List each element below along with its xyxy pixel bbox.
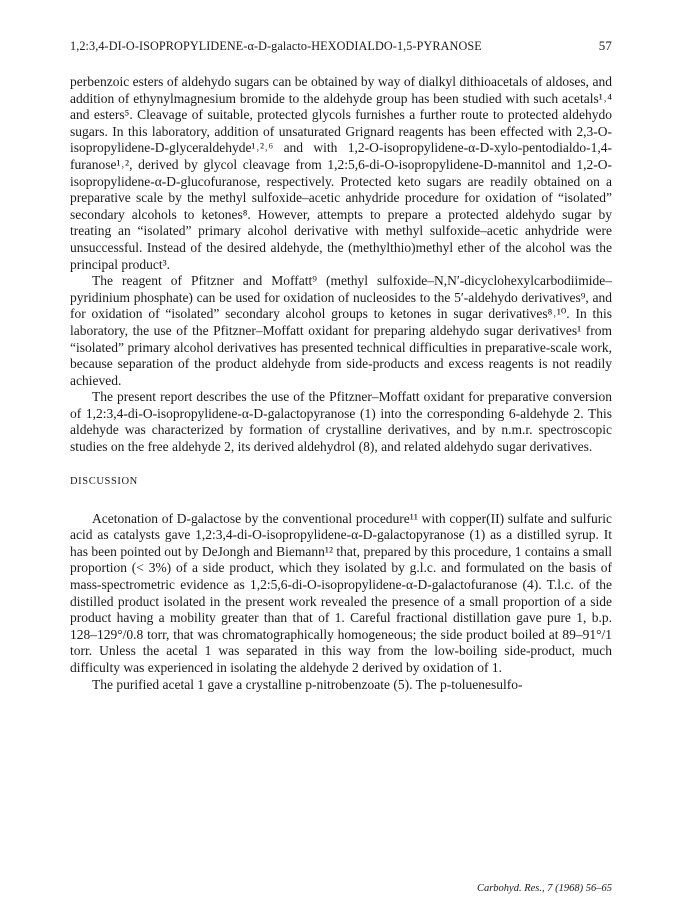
running-header [70, 38, 612, 54]
journal-citation: Carbohyd. Res., 7 (1968) 56–65 [476, 883, 612, 894]
running-title: 1,2:3,4-DI-O-ISOPROPYLIDENE-α-D-galacto-HEXODIALDO-1,5-PYRANOSE [70, 39, 482, 53]
page [70, 38, 612, 693]
paragraph-2: The reagent of Pfitzner and Moffatt⁹ (methyl sulfoxide–N,N′-dicyclohexylcarbodiimide–pyridinium phosphate) can be used for oxidation of nucleosides to the 5′-aldehydo derivatives⁹, and for oxidation of “isolated” secondary alcohol groups to ketones in sugar derivatives⁸˒¹⁰. In this laboratory, the use of the Pfitzner–Moffatt oxidant for preparing aldehydo sugar derivatives¹ from “isolated” primary alcohol derivatives has presented technical difficulties in preparative-scale work, because separation of the product aldehyde from side-products and excess reagents is not readily achieved. [70, 273, 612, 388]
page-number: 57 [598, 38, 612, 53]
section-heading: DISCUSSION [70, 475, 138, 487]
paragraph-1: perbenzoic esters of aldehydo sugars can be obtained by way of dialkyl dithioacetals of aldoses, and addition of ethynylmagnesium bromide to the aldehyde group has been studied with such acetals¹˒⁴ and esters⁵. Cleavage of suitable, protected glycols furnishes a further route to protected aldehydo sugars. In this laboratory, addition of unsaturated Grignard reagents has been effected with 2,3-O-isopropylidene-D-glyceraldehyde¹˒²˒⁶ and with 1,2-O-isopropylidene-α-D-xylo-pentodialdo-1,4-furanose¹˒², derived by glycol cleavage from 1,2:5,6-di-O-isopropylidene-D-mannitol and 1,2-O-isopropylidene-α-D-glucofuranose, respectively. Protected keto sugars are readily obtained on a preparative scale by the methyl sulfoxide–acetic anhydride procedure for oxidation of “isolated” secondary alcohols to ketones⁸. However, attempts to prepare a protected aldehydo sugar by treating an “isolated” primary alcohol derivative with methyl sulfoxide–acetic anhydride were unsuccessful. Instead of the desired aldehyde, the (methylthio)methyl ether of the alcohol was the principal product³. [70, 74, 612, 272]
paragraph-5: The purified acetal 1 gave a crystalline p-nitrobenzoate (5). The p-toluenesulfo- [92, 676, 523, 692]
paragraph-3: The present report describes the use of the Pfitzner–Moffatt oxidant for preparative conversion of 1,2:3,4-di-O-isopropylidene-α-D-galactopyranose (1) into the corresponding 6-aldehyde 2. This aldehyde was characterized by formation of crystalline derivatives, and by n.m.r. spectroscopic studies on the free aldehyde 2, its derived aldehydrol (8), and related aldehydo sugar derivatives. [70, 389, 612, 455]
paragraph-4: Acetonation of D-galactose by the conventional procedure¹¹ with copper(II) sulfate and sulfuric acid as catalysts gave 1,2:3,4-di-O-isopropylidene-α-D-galactopyranose (1) as a distilled syrup. It has been pointed out by DeJongh and Biemann¹² that, prepared by this procedure, 1 contains a small proportion (< 3%) of a side product, which they isolated by g.l.c. and formulated on the basis of mass-spectrometric evidence as 1,2:5,6-di-O-isopropylidene-α-D-galactofuranose (4). T.l.c. of the distilled product isolated in the present work revealed the presence of a small proportion of a side product having a mobility greater than that of 1. Careful fractional distillation gave pure 1, b.p. 128–129°/0.8 torr, that was chromatographically homogeneous; the side product boiled at 89–91°/1 torr. Unless the acetal 1 was separated in this way from the low-boiling side-product, much difficulty was experienced in isolating the aldehyde 2 derived by oxidation of 1. [70, 510, 612, 675]
